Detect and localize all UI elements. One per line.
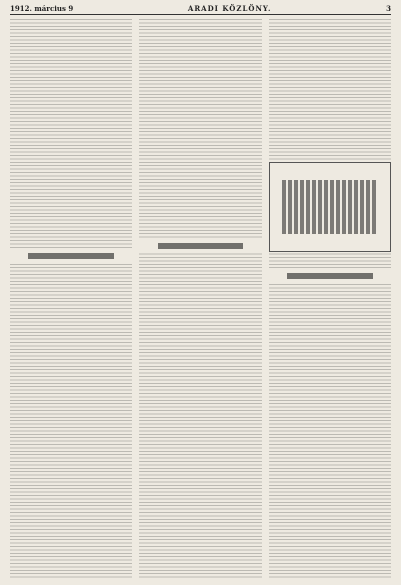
section-headline-illegible <box>139 239 261 253</box>
column-left <box>10 19 132 579</box>
page-number: 3 <box>386 4 391 13</box>
text-lines-illegible <box>139 19 261 579</box>
headline-bar <box>287 273 373 279</box>
text-lines-illegible <box>269 19 391 579</box>
section-headline-illegible <box>269 269 391 283</box>
advertisement-lettering-illegible <box>282 180 378 235</box>
issue-date: 1912. március 9 <box>10 4 74 13</box>
masthead <box>10 4 391 15</box>
text-lines-illegible <box>10 19 132 579</box>
headline-bar <box>158 243 244 249</box>
newspaper-title: ARADI KÖZLÖNY. <box>187 4 272 13</box>
advertisement-box <box>269 162 391 252</box>
section-headline-illegible <box>10 249 132 263</box>
column-middle <box>139 19 261 579</box>
headline-bar <box>28 253 114 259</box>
text-columns <box>10 19 391 579</box>
column-right <box>269 19 391 579</box>
